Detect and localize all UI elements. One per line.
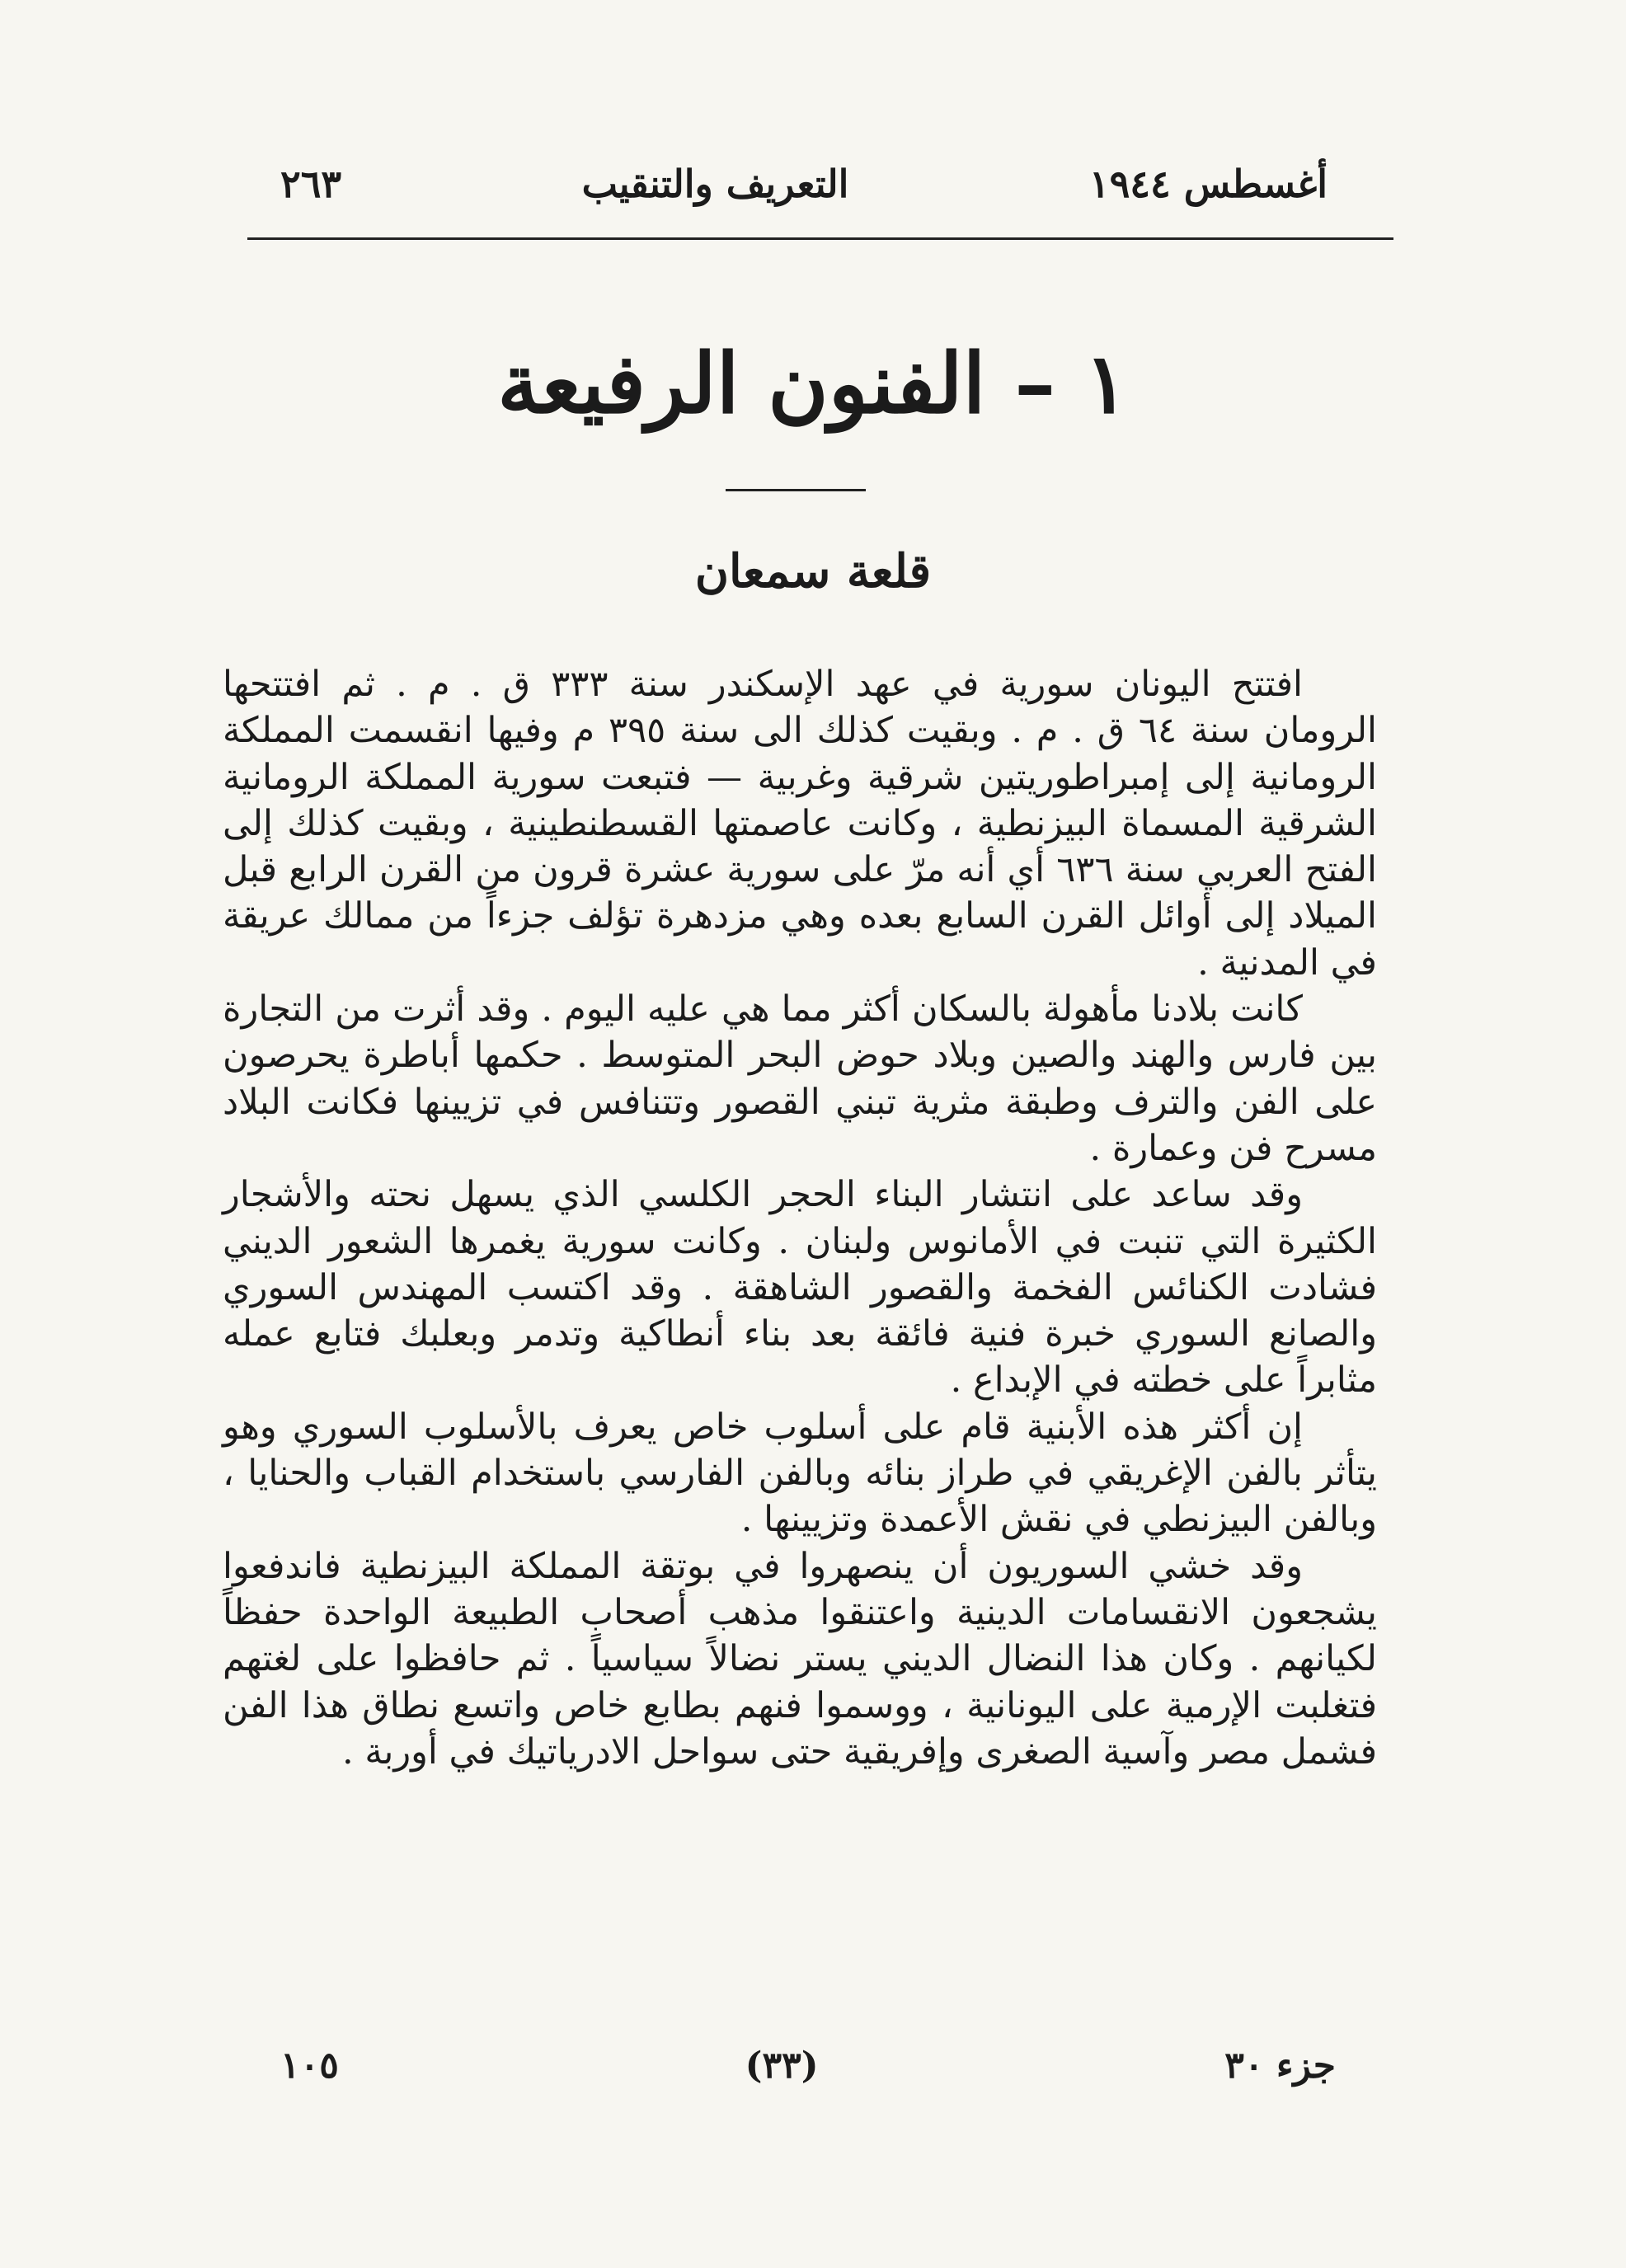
article-body bbox=[223, 661, 1377, 1775]
paragraph: وقد خشي السوريون أن ينصهروا في بوتقة المملكة البيزنطية فاندفعوا يشجعون الانقسامات الدينية واعتنقوا مذهب أصحاب الطبيعة الواحدة حفظاً لكيانهم . وكان هذا النضال الديني يستر نضالاً سياسياً . ثم حافظوا على لغتهم فتغلبت الإرمية على اليونانية ، ووسموا فنهم بطابع خاص واتسع نطاق هذا الفن فشمل مصر وآسية الصغرى وإفريقية حتى سواحل الادرياتيك في أوربة . bbox=[223, 1545, 1377, 1773]
paragraph: إن أكثر هذه الأبنية قام على أسلوب خاص يعرف بالأسلوب السوري وهو يتأثر بالفن الإغريقي في طراز بنائه وبالفن الفارسي باستخدام القباب والحنايا ، وبالفن البيزنطي في نقش الأعمدة وتزيينها . bbox=[223, 1406, 1377, 1541]
header-divider bbox=[247, 237, 1393, 240]
section-title: ١ – الفنون الرفيعة bbox=[497, 335, 1129, 432]
header-journal-title: التعريف والتنقيب bbox=[581, 162, 849, 206]
running-header bbox=[280, 148, 1328, 206]
page-footer bbox=[280, 2040, 1336, 2090]
header-page-number: ٢٦٣ bbox=[280, 162, 342, 206]
footer-page-number: ١٠٥ bbox=[280, 2044, 339, 2087]
paragraph: افتتح اليونان سورية في عهد الإسكندر سنة ٣٣٣ ق . م . ثم افتتحها الرومان سنة ٦٤ ق . م . وبقيت كذلك الى سنة ٣٩٥ م وفيها انقسمت المملكة الرومانية إلى إمبراطوريتين شرقية وغربية — فتبعت سورية المملكة الرومانية الشرقية المسماة البيزنطية ، وكانت عاصمتها القسطنطينية ، وبقيت كذلك إلى الفتح العربي سنة ٦٣٦ أي أنه مرّ على سورية عشرة قرون من القرن الرابع قبل الميلاد إلى أوائل القرن السابع بعده وهي مزدهرة تؤلف جزءاً من ممالك عريقة في المدنية . bbox=[223, 664, 1377, 984]
title-divider bbox=[726, 489, 866, 491]
paragraph: وقد ساعد على انتشار البناء الحجر الكلسي الذي يسهل نحته والأشجار الكثيرة التي تنبت في الأمانوس ولبنان . وكانت سورية يغمرها الشعور الديني فشادت الكنائس الفخمة والقصور الشاهقة . وقد اكتسب المهندس السوري والصانع السوري خبرة فنية فائقة بعد بناء أنطاكية وتدمر وبعلبك فتابع عمله مثابراً على خطته في الإبداع . bbox=[223, 1174, 1377, 1402]
footer-issue-number: (٣٣) bbox=[745, 2044, 819, 2087]
footer-part: جزء ٣٠ bbox=[1224, 2044, 1336, 2087]
paragraph: كانت بلادنا مأهولة بالسكان أكثر مما هي عليه اليوم . وقد أثرت من التجارة بين فارس والهند والصين وبلاد حوض البحر المتوسط . حكمها أباطرة يحرصون على الفن والترف وطبقة مثرية تبني القصور وتتنافس في تزيينها فكانت البلاد مسرح فن وعمارة . bbox=[223, 988, 1377, 1169]
article-subtitle: قلعة سمعان bbox=[694, 544, 932, 599]
header-date: أغسطس ١٩٤٤ bbox=[1088, 162, 1328, 206]
